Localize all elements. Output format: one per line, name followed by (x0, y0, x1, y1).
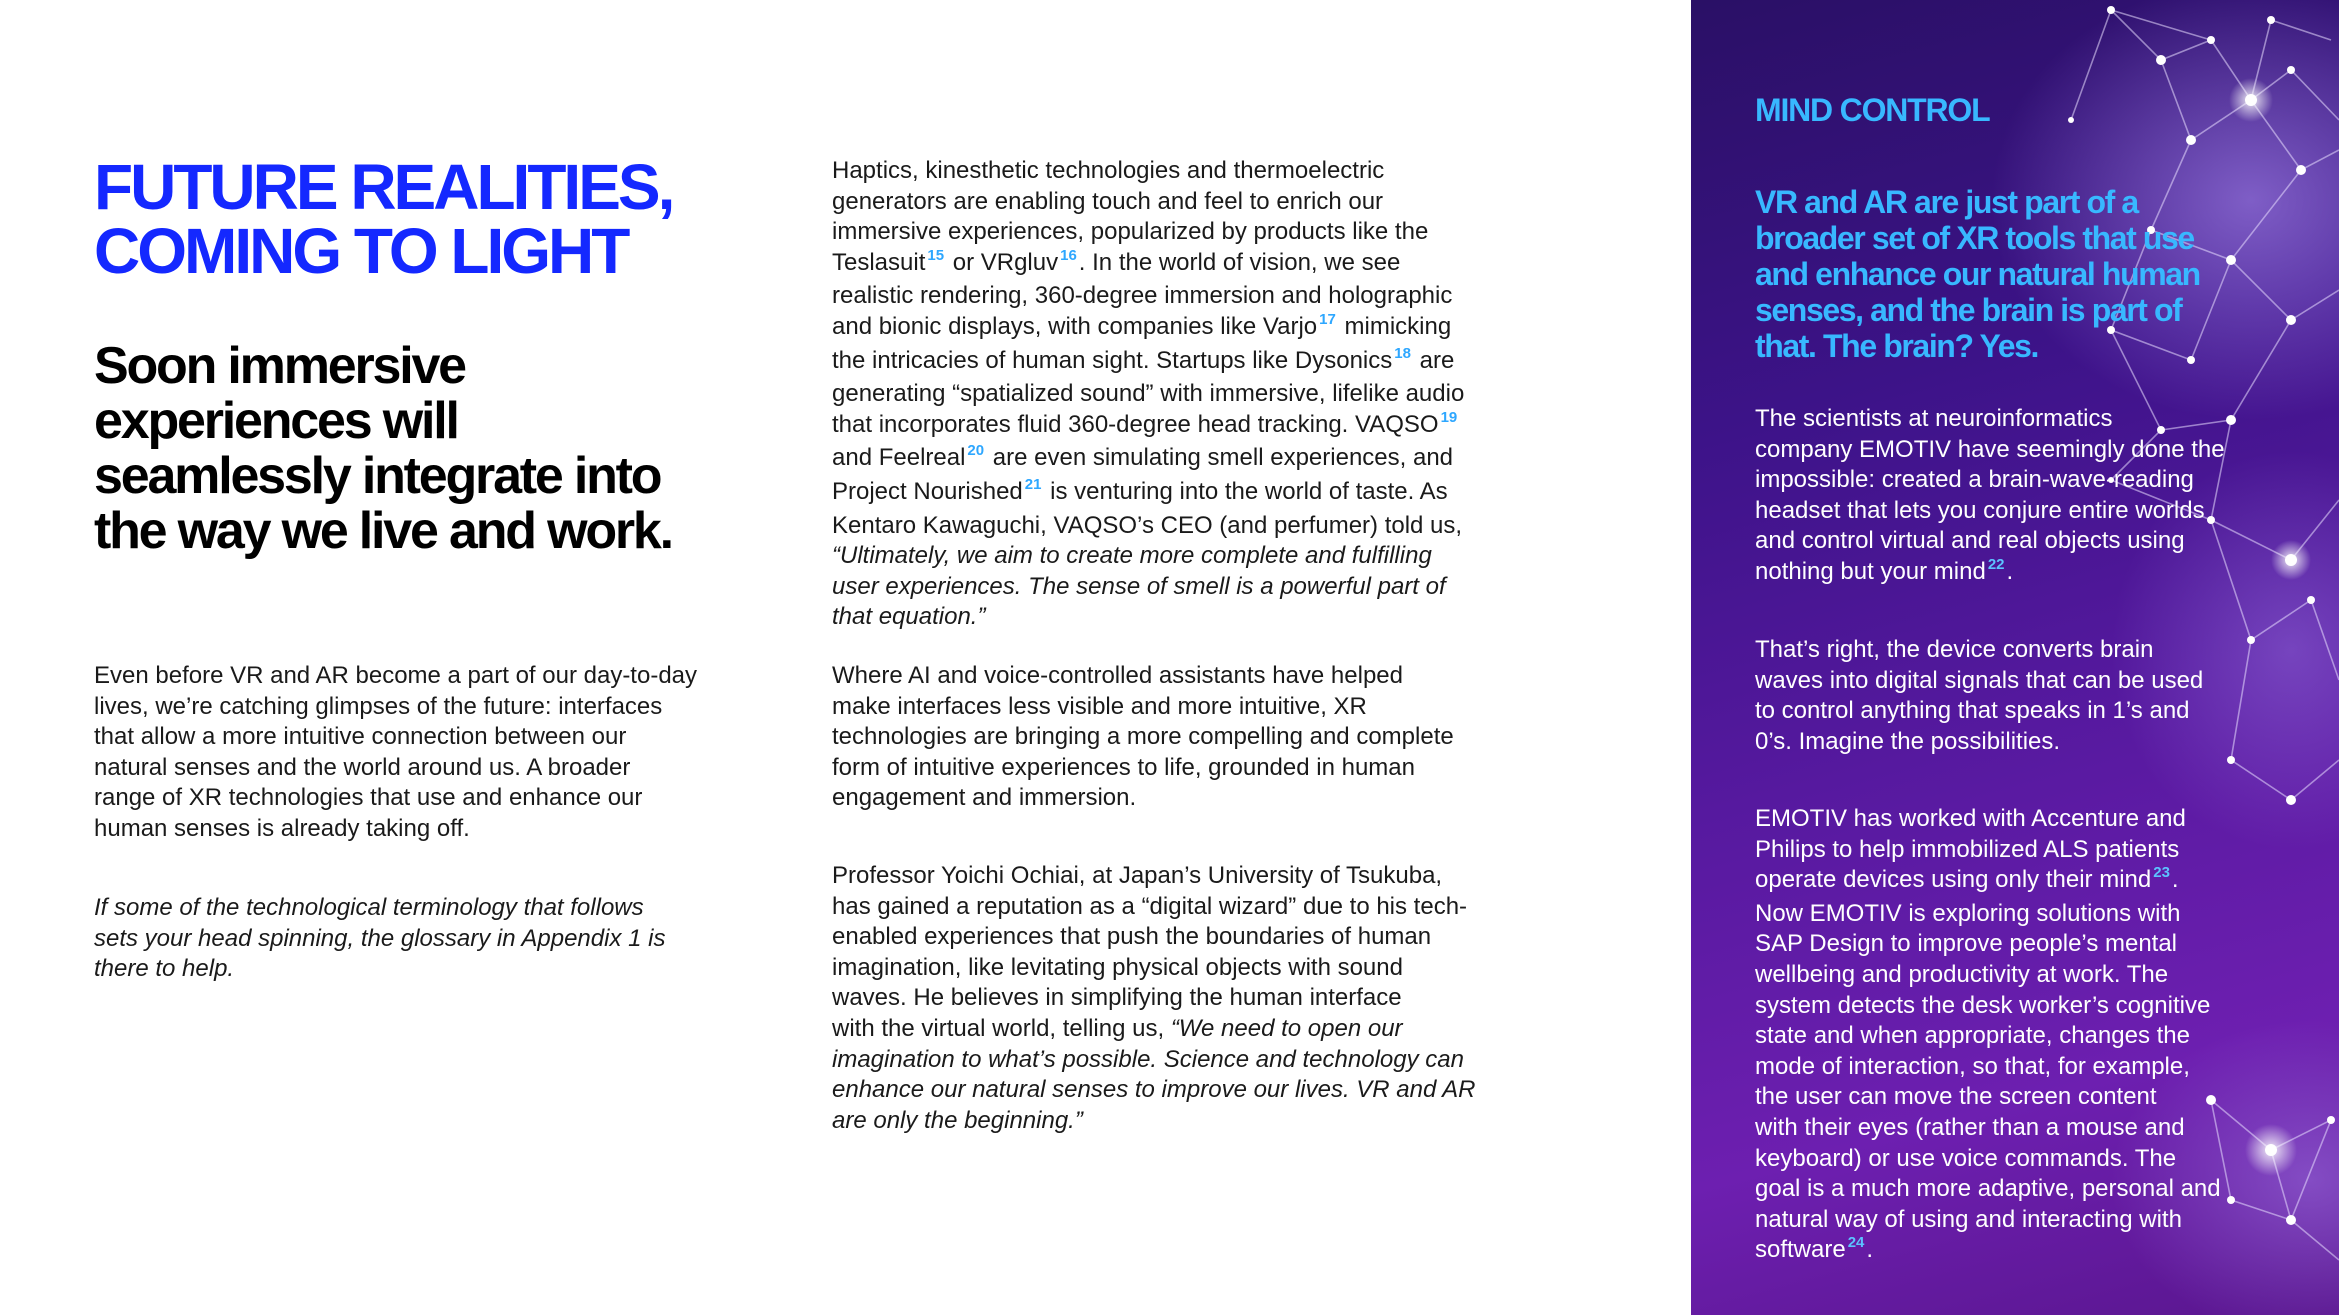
title-line: FUTURE REALITIES, (94, 151, 673, 223)
text-line: generators are enabling touch and feel to enrich our (832, 187, 1384, 215)
text-line: The scientists at neuroinformatics (1755, 405, 2113, 432)
text-line: mode of interaction, so that, for example, (1755, 1052, 2190, 1080)
text-line: engagement and immersion. (832, 784, 1137, 812)
text-line: realistic rendering, 360-degree immersion and holographic (832, 282, 1453, 310)
text-line: and bionic displays, with companies like Varjo $^{17}$ mimicking (832, 310, 1452, 340)
text-line: Project Nourished $^{21}$ is venturing into the world of taste. As (832, 475, 1448, 505)
text-line: has gained a reputation as a “digital wizard” due to his tech- (832, 892, 1468, 920)
text-line: that incorporates fluid 360-degree head tracking. VAQSO $^{19}$ (832, 408, 1458, 438)
text-line: Haptics, kinesthetic technologies and thermoelectric (832, 157, 1385, 184)
footnote-ref[interactable]: 15 (927, 246, 945, 264)
footnote-ref[interactable]: 21 (1024, 475, 1042, 493)
mind-control-sidebar (1691, 0, 2339, 1315)
text-line: EMOTIV has worked with Accenture and (1755, 805, 2186, 832)
text-line: “Ultimately, we aim to create more complete and fulfilling (832, 542, 1432, 570)
footnote-ref[interactable]: 17 (1319, 310, 1336, 328)
text-line: waves into digital signals that can be used (1755, 666, 2204, 694)
text-line: with their eyes (rather than a mouse and (1755, 1113, 2185, 1141)
text-line: company EMOTIV have seemingly done the (1755, 435, 2225, 463)
sidebar-label: MIND CONTROL (1755, 92, 1990, 128)
subheading-line: experiences will (94, 392, 458, 450)
text-line: Now EMOTIV is exploring solutions with (1755, 899, 2181, 927)
page-title (94, 151, 784, 287)
text-line: form of intuitive experiences to life, grounded in human (832, 753, 1415, 781)
sidebar-content (1755, 92, 2255, 1264)
text-line: operate devices using only their mind $^{23}$. (1755, 864, 2179, 894)
text-line: nothing but your mind $^{22}$. (1755, 555, 2014, 585)
text-line: to control anything that speaks in 1’s and (1755, 697, 2190, 725)
ochiai-paragraph (832, 861, 1512, 1136)
text-line: are only the beginning.” (832, 1106, 1083, 1134)
emotiv-accenture-paragraph (1755, 804, 2275, 1269)
footnote-ref[interactable]: 23 (2153, 864, 2170, 882)
text-line: software $^{24}$. (1755, 1234, 1874, 1264)
ai-assistants-paragraph (832, 661, 1512, 814)
text-line: imagination, like levitating physical objects with sound (832, 953, 1403, 981)
brain-waves-paragraph (1755, 635, 2275, 757)
text-line: Kentaro Kawaguchi, VAQSO’s CEO (and perfumer) told us, (832, 511, 1463, 539)
text-line: that allow a more intuitive connection between our (94, 723, 627, 751)
footnote-ref[interactable]: 22 (1987, 555, 2005, 573)
text-line: enabled experiences that push the boundaries of human (832, 923, 1432, 951)
text-line: make interfaces less visible and more intuitive, XR (832, 692, 1367, 720)
glossary-note (94, 893, 764, 985)
text-line: headset that lets you conjure entire worlds (1755, 496, 2205, 524)
text-line: there to help. (94, 955, 235, 983)
text-line: user experiences. The sense of smell is a powerful part of (832, 572, 1446, 600)
haptics-paragraph (832, 156, 1512, 633)
subheading-line: Soon immersive (94, 337, 465, 395)
text-line: imagination to what’s possible. Science and technology can (832, 1045, 1464, 1073)
pull-quote: VR and AR are just part of a broader set of XR tools that use and enhance our natural human senses, and the brain is part of that. The brain? Yes. (1755, 184, 2200, 364)
left-column (94, 151, 784, 983)
text-line: that equation.” (832, 603, 986, 631)
text-line: and control virtual and real objects using (1755, 527, 2185, 555)
text-line: Where AI and voice-controlled assistants have helped (832, 662, 1403, 689)
text-line: enhance our natural senses to improve our lives. VR and AR (832, 1076, 1476, 1104)
text-line: natural senses and the world around us. A broader (94, 753, 631, 781)
text-line: lives, we’re catching glimpses of the future: interfaces (94, 692, 663, 720)
footnote-ref[interactable]: 24 (1847, 1234, 1865, 1252)
text-line: human senses is already taking off. (94, 814, 470, 842)
text-line: Philips to help immobilized ALS patients (1755, 835, 2180, 863)
text-line: sets your head spinning, the glossary in Appendix 1 is (94, 924, 666, 952)
text-line: system detects the desk worker’s cognitive (1755, 991, 2211, 1019)
text-line: immersive experiences, popularized by products like the (832, 218, 1429, 246)
text-line: impossible: created a brain-wave-reading (1755, 466, 2194, 494)
text-line: and Feelreal $^{20}$ are even simulating smell experiences, and (832, 442, 1454, 472)
footnote-ref[interactable]: 16 (1060, 246, 1077, 264)
text-line: state and when appropriate, changes the (1755, 1022, 2190, 1050)
text-line: the intricacies of human sight. Startups like Dysonics $^{18}$ are (832, 344, 1455, 374)
text-line: technologies are bringing a more compelling and complete (832, 723, 1454, 751)
text-line: SAP Design to improve people’s mental (1755, 930, 2178, 958)
subheading-line: seamlessly integrate into (94, 447, 661, 505)
text-line: Teslasuit $^{15}$ or VRgluv $^{16}$. In the world of vision, we see (832, 246, 1401, 276)
text-line: goal is a much more adaptive, personal and (1755, 1175, 2221, 1203)
emotiv-intro-paragraph (1755, 404, 2275, 591)
footnote-ref[interactable]: 18 (1394, 344, 1411, 362)
subheading-line: the way we live and work. (94, 502, 672, 560)
subheading (94, 339, 784, 559)
text-line: with the virtual world, telling us, “We need to open our (832, 1014, 1403, 1042)
title-line: COMING TO LIGHT (94, 215, 628, 287)
text-line: natural way of using and interacting with (1755, 1205, 2182, 1233)
text-line: waves. He believes in simplifying the human interface (832, 984, 1402, 1012)
text-line: Even before VR and AR become a part of our day-to-day (94, 662, 698, 689)
text-line: If some of the technological terminology that follows (94, 894, 644, 921)
text-line: generating “spatialized sound” with immersive, lifelike audio (832, 380, 1465, 408)
footnote-ref[interactable]: 19 (1440, 408, 1458, 426)
text-line: the user can move the screen content (1755, 1083, 2157, 1111)
footnote-ref[interactable]: 20 (967, 442, 985, 460)
text-line: keyboard) or use voice commands. The (1755, 1144, 2177, 1172)
text-line: wellbeing and productivity at work. The (1755, 960, 2169, 988)
text-line: That’s right, the device converts brain (1755, 636, 2154, 663)
intro-paragraph (94, 661, 764, 845)
text-line: 0’s. Imagine the possibilities. (1755, 727, 2061, 755)
text-line: range of XR technologies that use and enhance our (94, 784, 643, 812)
text-line: Professor Yoichi Ochiai, at Japan’s University of Tsukuba, (832, 862, 1443, 889)
